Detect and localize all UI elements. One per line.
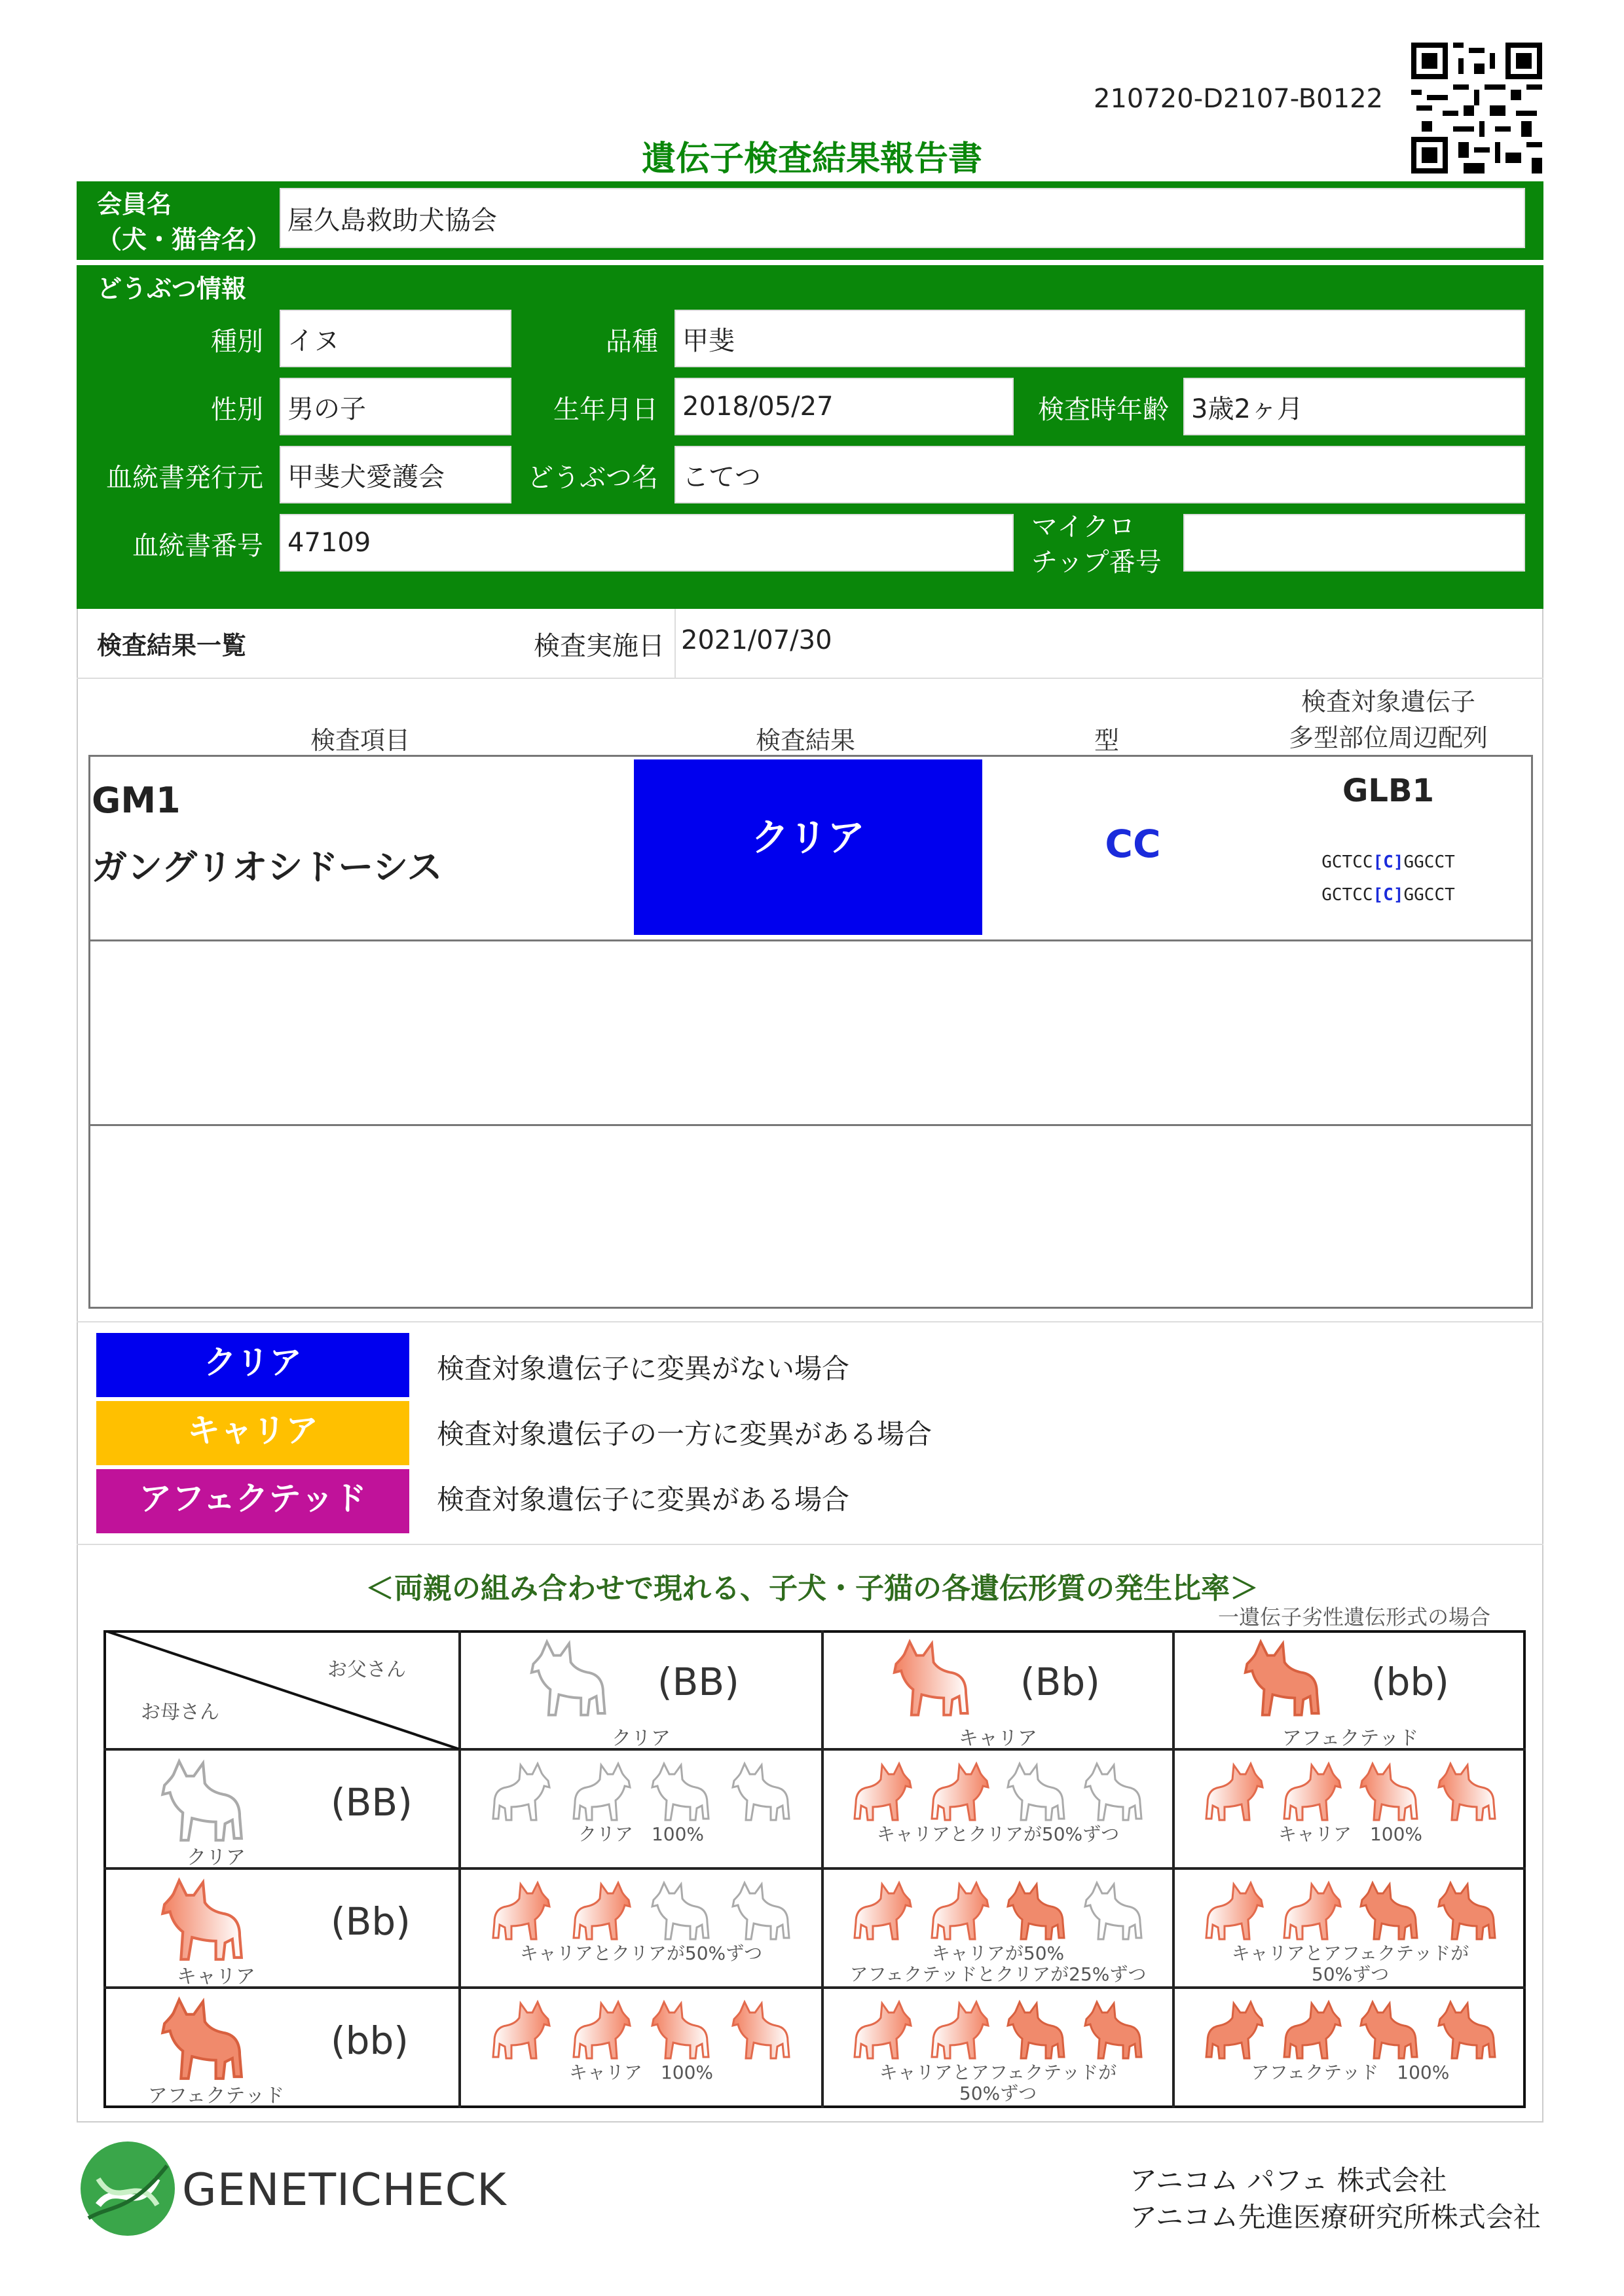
offspring-dog-icon — [1201, 1998, 1266, 2064]
offspring-dog-icon — [1357, 1998, 1422, 2064]
sequence-line-2: GCTCC[C]GGCCT — [1321, 885, 1455, 905]
test-item-name — [92, 767, 443, 901]
parent-dog-icon — [889, 1637, 974, 1722]
col-header-gene-line1: 検査対象遺伝子 — [1301, 687, 1475, 716]
offspring-dog-icon — [1081, 1879, 1147, 1944]
legend-clear: クリア — [96, 1333, 409, 1397]
member-label-line2: （犬・猫舎名） — [97, 225, 272, 254]
offspring-dogs — [481, 1760, 802, 1825]
birth-field: 2018/05/27 — [674, 378, 1014, 435]
offspring-dog-icon — [1435, 1998, 1500, 2064]
pedigree-issuer-field: 甲斐犬愛護会 — [280, 446, 511, 503]
father-genotype: (bb) — [1371, 1660, 1449, 1704]
company-name-1: アニコム パフェ 株式会社 — [1130, 2164, 1447, 2196]
mother-phenotype: キャリア — [177, 1965, 255, 1988]
offspring-dogs — [843, 1998, 1153, 2064]
company-name-2: アニコム先進医療研究所株式会社 — [1130, 2201, 1541, 2233]
mother-genotype: (Bb) — [331, 1899, 411, 1944]
member-label — [97, 187, 271, 257]
legend-carrier-desc: 検査対象遺伝子の一方に変異がある場合 — [437, 1418, 932, 1450]
legend-affected-desc: 検査対象遺伝子に変異がある場合 — [437, 1484, 850, 1516]
legend-affected: アフェクテッド — [96, 1469, 409, 1533]
table-row-divider — [88, 939, 1533, 941]
document-id: 210720-D2107-B0122 — [1094, 84, 1383, 114]
offspring-dog-icon — [1004, 1998, 1069, 2064]
results-heading: 検査結果一覧 — [97, 631, 247, 660]
mother-genotype: (bb) — [331, 2018, 409, 2063]
offspring-dog-icon — [729, 1760, 794, 1825]
offspring-dog-icon — [1201, 1879, 1266, 1944]
ratio-cell-label: キャリアとアフェクテッドが 50%ずつ — [1231, 1942, 1469, 1985]
offspring-dog-icon — [1357, 1760, 1422, 1825]
offspring-dogs — [481, 1879, 802, 1944]
offspring-dog-icon — [488, 1998, 553, 2064]
table-row-divider — [88, 1124, 1533, 1126]
test-date-label: 検査実施日 — [534, 631, 665, 661]
father-genotype: (Bb) — [1020, 1660, 1100, 1704]
col-header-item: 検査項目 — [310, 726, 410, 755]
mother-label: お母さん — [141, 1701, 219, 1724]
ratio-cell-label: キャリアとアフェクテッドが 50%ずつ — [879, 2062, 1117, 2104]
test-date-value: 2021/07/30 — [681, 625, 832, 655]
offspring-dog-icon — [1081, 1760, 1147, 1825]
col-header-gene — [1244, 684, 1532, 756]
animal-name-field: こてつ — [674, 446, 1525, 503]
offspring-dogs — [1194, 1879, 1506, 1944]
father-dog — [1240, 1637, 1325, 1724]
offspring-dogs — [1194, 1760, 1506, 1825]
age-field: 3歳2ヶ月 — [1183, 378, 1525, 435]
offspring-dog-icon — [927, 1998, 992, 2064]
offspring-dog-icon — [1357, 1879, 1422, 1944]
mother-dog — [157, 1875, 249, 1969]
offspring-dog-icon — [729, 1998, 794, 2064]
sequence-line-1: GCTCC[C]GGCCT — [1321, 852, 1455, 872]
breed-label: 品種 — [606, 327, 658, 357]
offspring-dog-icon — [1004, 1760, 1069, 1825]
offspring-dog-icon — [849, 1998, 915, 2064]
member-name-field: 屋久島救助犬協会 — [280, 188, 1525, 248]
father-phenotype: アフェクテッド — [1282, 1727, 1419, 1750]
parent-dog-icon — [1240, 1637, 1325, 1722]
mother-genotype: (BB) — [331, 1780, 413, 1825]
offspring-dog-icon — [1279, 1998, 1344, 2064]
microchip-label-line2: チップ番号 — [1031, 547, 1162, 577]
offspring-dog-icon — [849, 1760, 915, 1825]
offspring-dog-icon — [1201, 1760, 1266, 1825]
microchip-field — [1183, 514, 1525, 572]
date-divider — [674, 609, 676, 678]
mother-dog-icon — [157, 1994, 249, 2086]
offspring-dog-icon — [568, 1879, 634, 1944]
legend-divider — [77, 1321, 1543, 1322]
mother-phenotype: クリア — [187, 1846, 246, 1869]
offspring-dog-icon — [927, 1760, 992, 1825]
test-item-code: GM1 — [92, 780, 181, 821]
animal-info-heading: どうぶつ情報 — [97, 274, 247, 303]
logo-text: GENETICHECK — [182, 2164, 507, 2216]
legend-clear-desc: 検査対象遺伝子に変異がない場合 — [437, 1353, 850, 1385]
father-phenotype: クリア — [612, 1727, 671, 1750]
pedigree-issuer-label: 血統書発行元 — [106, 463, 263, 493]
father-phenotype: キャリア — [959, 1727, 1037, 1750]
father-genotype: (BB) — [657, 1660, 739, 1704]
ratio-cell-label: キャリアとクリアが50%ずつ — [876, 1823, 1120, 1845]
result-badge-label: クリア — [750, 815, 865, 860]
offspring-dog-icon — [1004, 1879, 1069, 1944]
sex-field: 男の子 — [280, 378, 511, 435]
col-header-type: 型 — [1094, 726, 1119, 755]
member-label-line1: 会員名 — [97, 190, 172, 219]
offspring-dog-icon — [648, 1998, 714, 2064]
offspring-dog-icon — [1435, 1879, 1500, 1944]
col-header-result: 検査結果 — [755, 726, 855, 755]
gene-name: GLB1 — [1342, 773, 1434, 809]
offspring-dog-icon — [849, 1879, 915, 1944]
offspring-dog-icon — [488, 1760, 553, 1825]
mother-dog-icon — [157, 1875, 249, 1967]
offspring-dog-icon — [1279, 1879, 1344, 1944]
page-title: 遺伝子検査結果報告書 — [641, 139, 982, 179]
col-header-gene-line2: 多型部位周辺配列 — [1288, 723, 1488, 752]
mother-phenotype: アフェクテッド — [147, 2085, 285, 2107]
parent-dog-icon — [526, 1637, 612, 1722]
birth-label: 生年月日 — [553, 395, 658, 425]
animal-name-label: どうぶつ名 — [527, 463, 658, 493]
ratio-cell-label: アフェクテッド 100% — [1251, 2062, 1450, 2083]
offspring-dogs — [481, 1998, 802, 2064]
offspring-dog-icon — [1435, 1760, 1500, 1825]
dna-icon — [79, 2140, 177, 2238]
age-label: 検査時年齢 — [1038, 395, 1169, 425]
offspring-dog-icon — [488, 1879, 553, 1944]
mother-dog-icon — [157, 1756, 249, 1848]
offspring-dog-icon — [1081, 1998, 1147, 2064]
species-field: イヌ — [280, 310, 511, 367]
offspring-dog-icon — [648, 1760, 714, 1825]
sex-label: 性別 — [211, 395, 263, 425]
ratio-note: 一遺伝子劣性遺伝形式の場合 — [1218, 1605, 1491, 1630]
pedigree-no-field: 47109 — [280, 514, 1014, 572]
pedigree-no-label: 血統書番号 — [132, 531, 263, 561]
offspring-dog-icon — [648, 1879, 714, 1944]
corner-diagonal — [103, 1630, 460, 1749]
table-row — [92, 759, 1530, 938]
father-dog — [526, 1637, 612, 1724]
results-divider — [77, 678, 1543, 679]
ratio-cell-label: キャリア 100% — [568, 2062, 714, 2083]
ratio-cell-label: キャリアが50% アフェクテッドとクリアが25%ずつ — [849, 1942, 1147, 1985]
microchip-label — [1031, 509, 1162, 580]
genotype: CC — [1105, 822, 1161, 866]
offspring-dog-icon — [729, 1879, 794, 1944]
genetic-check-logo — [79, 2140, 524, 2244]
legend-carrier: キャリア — [96, 1401, 409, 1465]
offspring-dogs — [843, 1760, 1153, 1825]
offspring-dog-icon — [568, 1760, 634, 1825]
father-dog — [889, 1637, 974, 1724]
species-label: 種別 — [211, 327, 263, 357]
offspring-dog-icon — [1279, 1760, 1344, 1825]
offspring-dogs — [843, 1879, 1153, 1944]
breed-field: 甲斐 — [674, 310, 1525, 367]
offspring-dogs — [1194, 1998, 1506, 2064]
ratio-divider — [77, 1544, 1543, 1545]
ratio-title: ＜両親の組み合わせで現れる、子犬・子猫の各遺伝形質の発生比率＞ — [365, 1572, 1259, 1605]
ratio-cell-label: キャリアとクリアが50%ずつ — [519, 1942, 763, 1964]
mother-dog — [157, 1994, 249, 2088]
mother-dog — [157, 1756, 249, 1850]
offspring-dog-icon — [568, 1998, 634, 2064]
father-label: お父さん — [327, 1658, 406, 1681]
ratio-cell-label: キャリア 100% — [1278, 1823, 1423, 1845]
ratio-cell-label: クリア 100% — [578, 1823, 705, 1845]
offspring-dog-icon — [927, 1879, 992, 1944]
microchip-label-line1: マイクロ — [1031, 512, 1135, 542]
result-badge — [634, 759, 982, 935]
test-item-disease: ガングリオシドーシス — [92, 847, 443, 888]
